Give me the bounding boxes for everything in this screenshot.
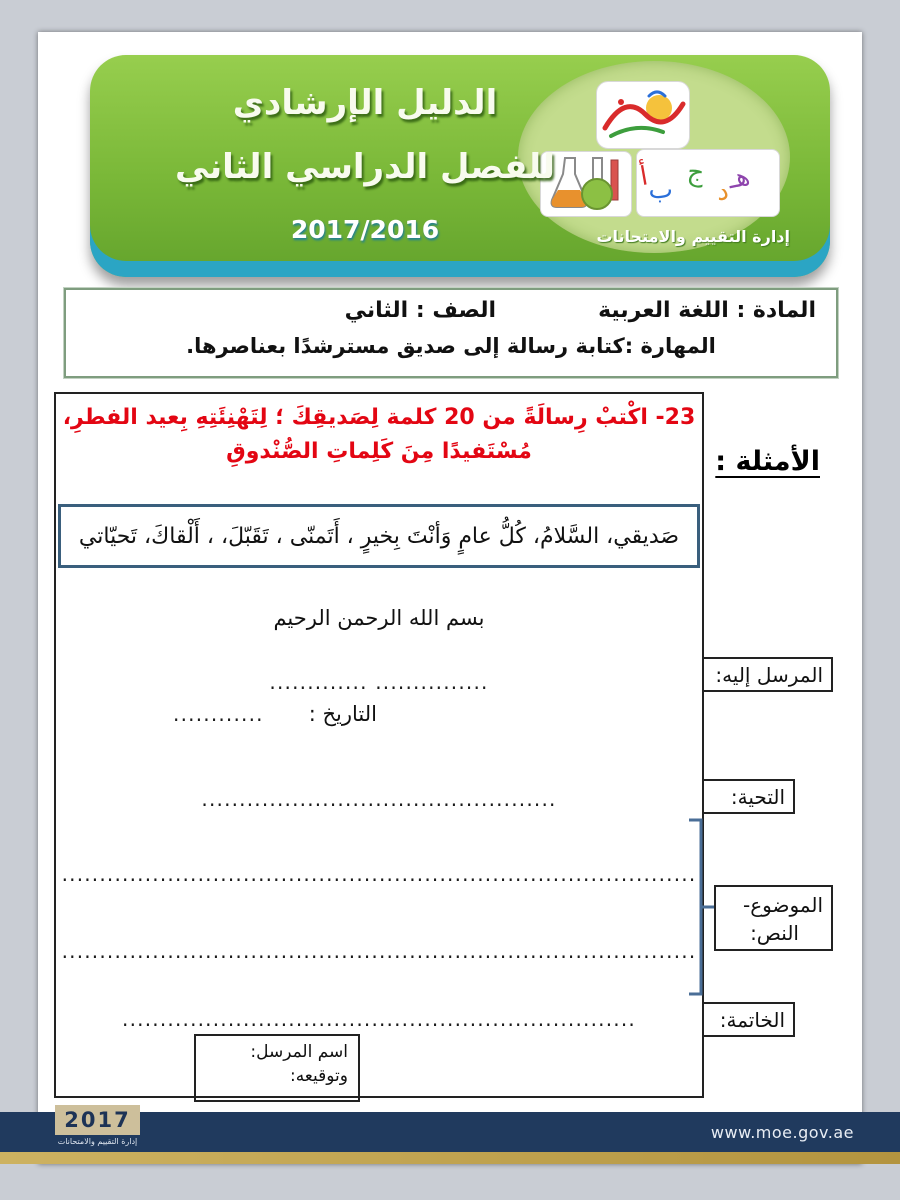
closing-dotted-line: .................................................................... [122,1007,636,1031]
recipient-dotted-line: ............... ............. [269,670,489,694]
header-banner [90,55,830,277]
body-dotted-line-2: .................................................................................... [61,939,697,963]
skill-label: المهارة :كتابة رسالة إلى صديق مسترشدًا بعناصرها. [186,334,716,358]
svg-text:أ: أ [637,161,651,193]
alphabet-letters-icon [636,149,780,217]
word-bank-box: صَديقي، السَّلامُ، كُلُّ عامٍ وَأنْتَ بِخيرٍ ، أَتَمنّى ، تَقَبّلَ، ، أَلْقاكَ، تَحيّاتي [58,504,700,568]
date-label: التاريخ : [308,702,377,726]
footer-year-badge: 2017 [55,1105,140,1135]
calligraphy-strokes-icon [597,82,689,148]
sender-signature-box [194,1034,360,1102]
svg-text:ب: ب [648,175,673,205]
footer-gold-strip [0,1152,900,1164]
margin-label-subject-text [714,885,833,951]
letters-graphic [637,150,779,216]
margin-label-subject-line1: الموضوع- [742,893,823,917]
examples-heading: الأمثلة : [715,446,820,477]
sender-signature-label: وتوقيعه: [289,1066,348,1086]
date-dotted-line: ............ [173,702,264,726]
basmala-text: بسم الله الرحمن الرحيم [273,606,485,630]
margin-label-recipient: المرسل إليه: [702,657,833,692]
margin-label-subject-line2: النص: [750,921,799,945]
svg-text:هـ: هـ [725,161,753,196]
footer-website-link[interactable]: www.moe.gov.ae [710,1123,854,1142]
question-line-1: 23- اكْتبْ رِسالَةً من 20 كلمة لِصَديقِكَ ؛ لِتَهْنِئَتِهِ بِعيد الفطرِ، [62,405,696,430]
grade-label: الصف : الثاني [344,298,496,323]
svg-text:د: د [717,177,729,207]
body-dotted-line-1: .................................................................................... [61,862,697,886]
subject-section-bracket [686,817,716,997]
banner-department: إدارة التقييم والامتحانات [596,227,790,246]
subject-label: المادة : اللغة العربية [598,298,816,323]
question-line-2: مُسْتَفيدًا مِنَ كَلِماتِ الصُّنْدوقِ [226,439,532,464]
sender-name-label: اسم المرسل: [250,1042,348,1062]
date-row [173,702,377,726]
subject-info-box [64,288,838,378]
banner-title-line2: للفصل الدراسي الثاني [175,147,555,187]
margin-label-greeting: التحية: [702,779,795,814]
greeting-dotted-line: ............................................... [201,787,557,811]
exercise-box [54,392,704,1098]
footer-department: إدارة التقييم والامتحانات [57,1137,138,1146]
banner-school-year: 2017/2016 [290,215,440,244]
margin-label-closing: الخاتمة: [702,1002,795,1037]
svg-text:ج: ج [685,156,707,189]
banner-title-line1: الدليل الإرشادي [232,83,498,123]
calligraphy-logo-icon [596,81,690,149]
